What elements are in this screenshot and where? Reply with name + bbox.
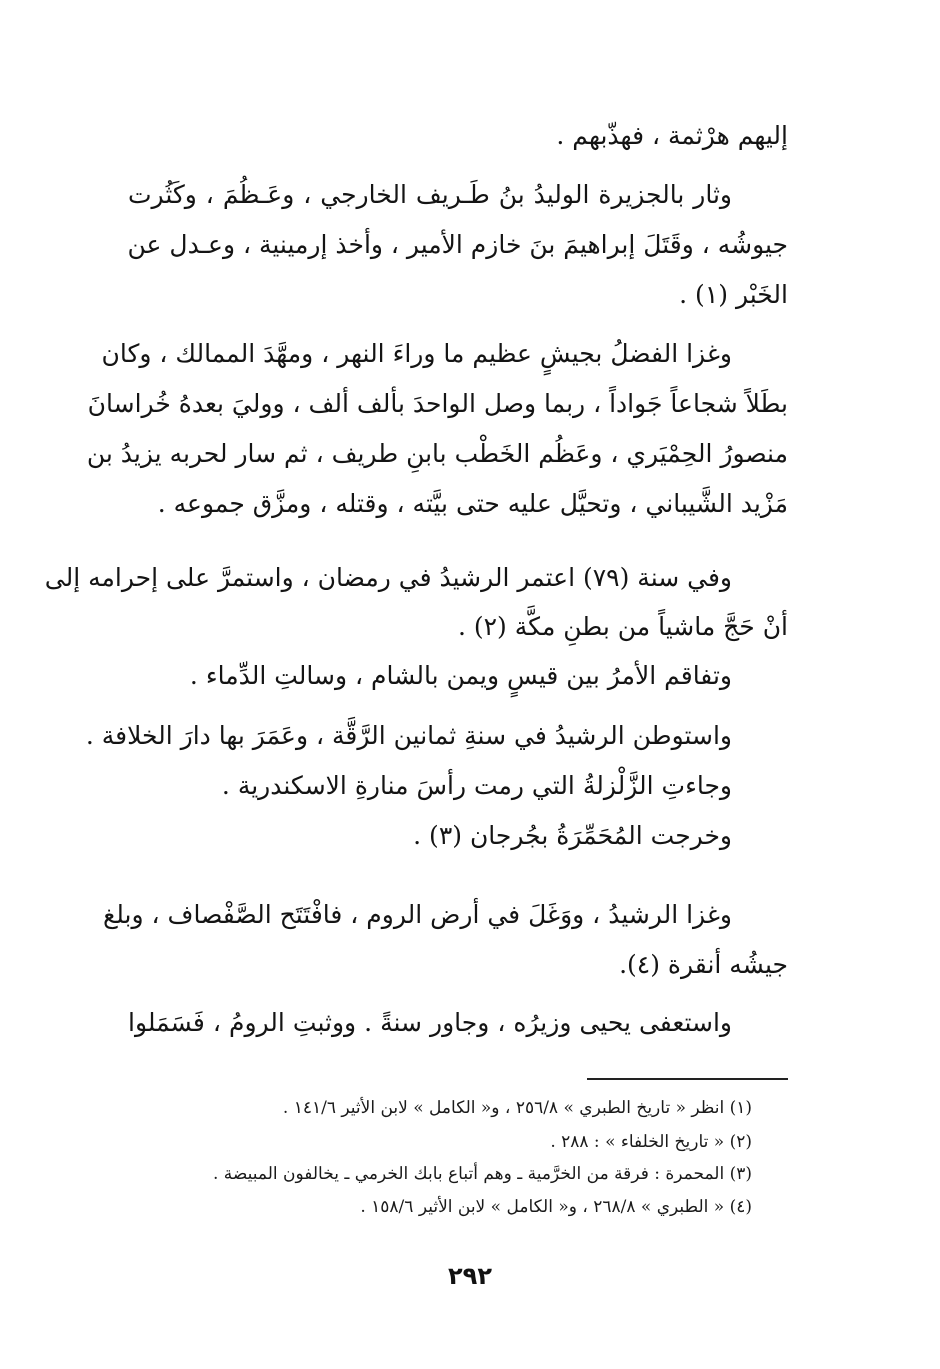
text-line: وتفاقم الأمرُ بين قيسٍ ويمن بالشام ، وسالتِ الدِّماء .	[189, 661, 732, 690]
text-line: بطَلاً شجاعاً جَواداً ، ربما وصل الواحدَ بألف ألف ، ووليَ بعدهُ خُراسانَ	[87, 389, 788, 418]
footnote-4: (٤) « الطبري » ٢٦٨/٨ ، و« الكامل » لابن الأثير ١٥٨/٦ .	[360, 1197, 752, 1217]
footnote-2: (٢) « تاريخ الخلفاء » : ٢٨٨ .	[550, 1132, 752, 1152]
footnote-3: (٣) المحمرة : فرقة من الخرَّمية ـ وهم أتباع بابك الخرمي ـ يخالفون المبيضة .	[212, 1164, 752, 1184]
text-line: الخَبْر (١) .	[679, 280, 788, 309]
text-line: وخرجت المُحَمِّرَةُ بجُرجان (٣) .	[413, 821, 732, 850]
text-line: واستعفى يحيى وزيرُه ، وجاور سنةً . ووثبتِ الرومُ ، فَسَمَلوا	[128, 1008, 732, 1037]
text-line: وغزا الفضلُ بجيشٍ عظيم ما وراءَ النهر ، ومهَّدَ الممالك ، وكان	[101, 339, 732, 368]
footnote-separator	[587, 1078, 788, 1080]
text-line: أنْ حَجَّ ماشياً من بطنِ مكَّة (٢) .	[457, 612, 788, 641]
page-number: ٢٩٢	[448, 1262, 492, 1290]
text-line: وفي سنة (٧٩) اعتمر الرشيدُ في رمضان ، واستمرَّ على إحرامه إلى	[44, 563, 732, 592]
footnote-1: (١) انظر « تاريخ الطبري » ٢٥٦/٨ ، و« الكامل » لابن الأثير ١٤١/٦ .	[282, 1098, 752, 1118]
text-line: وجاءتِ الزَّلْزلةُ التي رمت رأسَ منارةِ الاسكندرية .	[221, 771, 732, 800]
text-line: وثار بالجزيرة الوليدُ بنُ طَـريف الخارجي ، وعَـظُمَ ، وكَثُرت	[128, 180, 732, 209]
text-line: إليهم هرْثمة ، فهذّبهم .	[556, 121, 788, 150]
text-line: منصورُ الحِمْيَري ، وعَظُم الخَطْب بابنِ طريف ، ثم سار لحربه يزيدُ بن	[86, 439, 788, 468]
text-line: واستوطن الرشيدُ في سنةِ ثمانين الرَّقَّة ، وعَمَرَ بها دارَ الخلافة .	[85, 721, 732, 750]
text-line: وغزا الرشيدُ ، ووَغَلَ في أرض الروم ، فافْتَتَح الصَّفْصاف ، وبلغ	[102, 900, 732, 929]
text-line: مَزْيد الشَّيباني ، وتحيَّل عليه حتى بيَّته ، وقتله ، ومزَّق جموعه .	[157, 489, 788, 518]
text-line: جيشُه أنقرة (٤).	[619, 950, 788, 979]
text-line: جيوشُه ، وقَتَلَ إبراهيمَ بنَ خازم الأمير ، وأخذ إرمينية ، وعـدل عن	[127, 230, 788, 259]
